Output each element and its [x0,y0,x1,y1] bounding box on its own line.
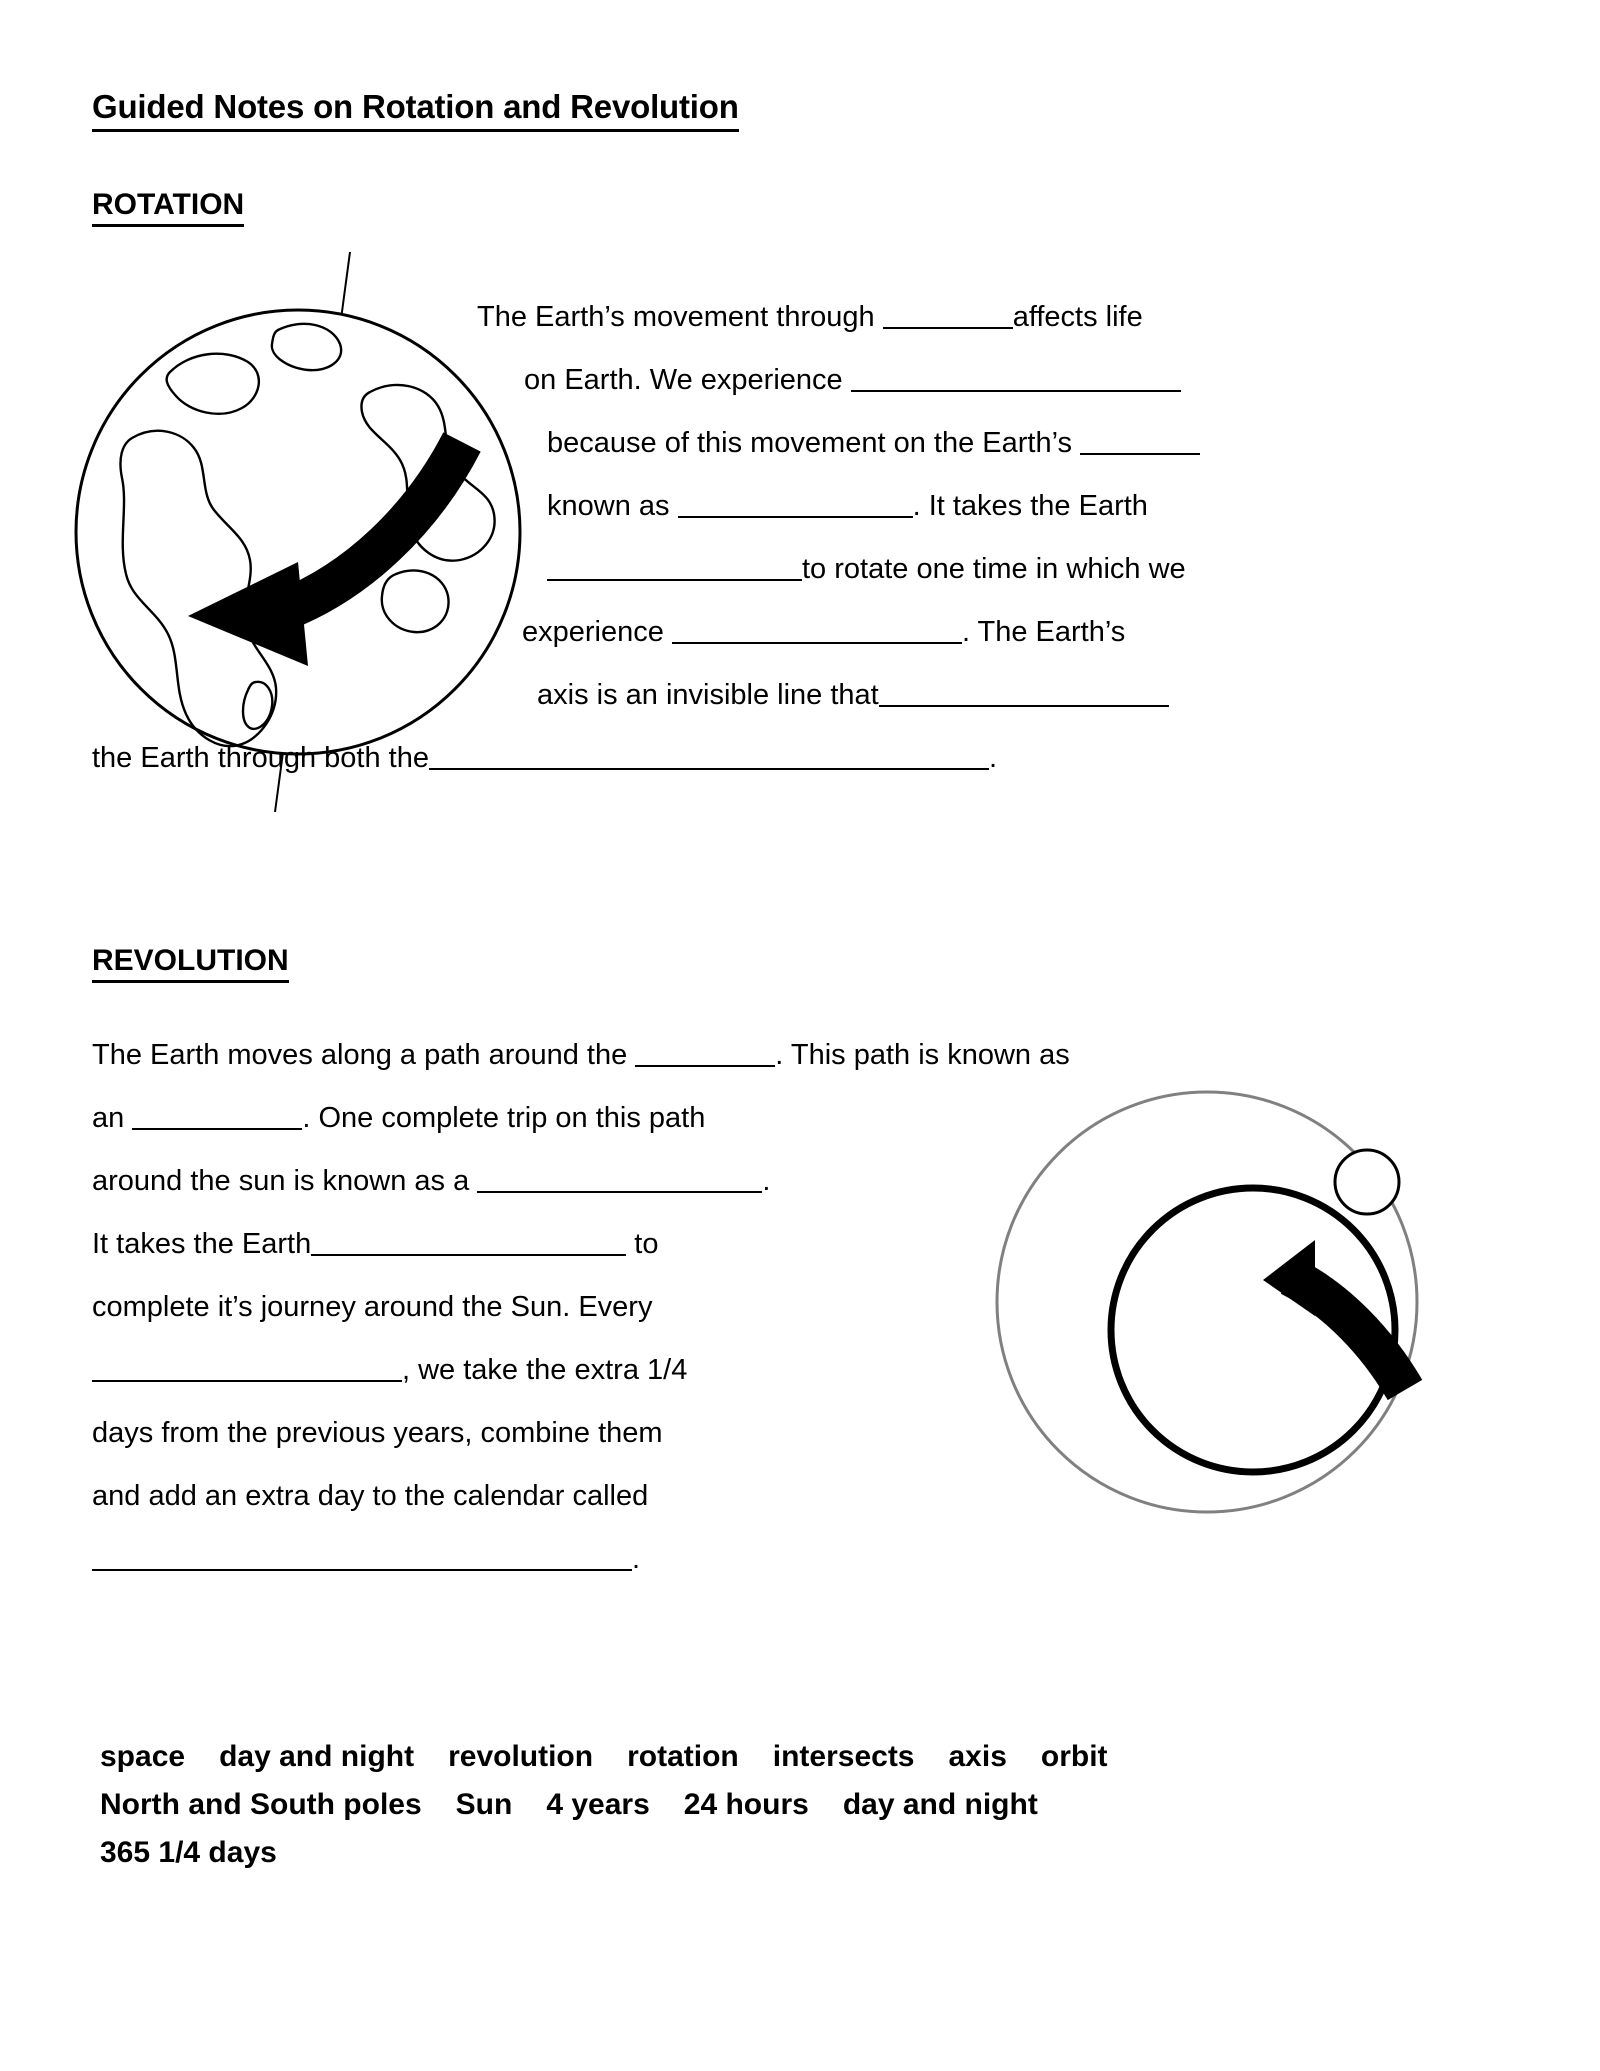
line-text: . This path is known as [775,1039,1070,1071]
fill-in-blank[interactable] [672,616,962,644]
text-line [92,1339,1512,1402]
word-bank-word[interactable]: day and night [219,1740,415,1773]
section-heading-rotation: ROTATION [92,188,244,227]
line-text: . The Earth’s [961,616,1126,648]
line-text: because of this movement on the Earth’s [547,427,1081,459]
line-text: complete it’s journey around the Sun. Every [92,1291,653,1323]
fill-in-blank[interactable] [1080,427,1200,455]
line-text: known as [547,490,678,522]
line-text: experience [522,616,672,648]
line-text: . [988,742,998,774]
word-bank-word[interactable]: axis [948,1740,1007,1773]
line-text: , we take the extra 1/4 [402,1354,688,1386]
fill-in-blank[interactable] [92,1354,402,1382]
fill-in-blank[interactable] [477,1165,762,1193]
text-line [92,538,1472,601]
line-text: on Earth. We experience [524,364,851,396]
line-text: It takes the Earth [92,1228,312,1260]
line-text: . One complete trip on this path [302,1102,706,1134]
word-bank-word[interactable]: 365 1/4 days [100,1836,277,1869]
word-bank-word[interactable]: intersects [772,1740,915,1773]
text-line [92,475,1472,538]
fill-in-blank[interactable] [678,490,913,518]
text-line [92,664,1472,727]
page-title: Guided Notes on Rotation and Revolution [92,88,739,132]
word-bank-word[interactable]: 4 years [546,1788,650,1821]
text-line [92,1087,1512,1150]
word-bank-line [100,1733,1500,1781]
word-bank-word[interactable]: Sun [455,1788,513,1821]
fill-in-blank[interactable] [132,1102,302,1130]
word-bank-line [100,1829,1500,1877]
text-line [92,1528,1512,1591]
word-bank-word[interactable]: day and night [842,1788,1038,1821]
word-bank-word[interactable]: revolution [448,1740,594,1773]
fill-in-blank[interactable] [547,553,802,581]
rotation-paragraph [92,286,1472,790]
text-line [92,1024,1512,1087]
line-text: . [632,1543,641,1575]
line-text: days from the previous years, combine them [92,1417,663,1449]
line-text: . It takes the Earth [912,490,1148,522]
line-text: the Earth through both the [92,742,429,774]
word-bank-word[interactable]: orbit [1040,1740,1108,1773]
fill-in-blank[interactable] [883,301,1013,329]
fill-in-blank[interactable] [879,679,1169,707]
section-heading-revolution: REVOLUTION [92,944,289,983]
fill-in-blank[interactable] [311,1228,626,1256]
text-line [92,1402,1512,1465]
line-text: affects life [1012,301,1143,333]
word-bank-word[interactable]: space [100,1740,186,1773]
line-text: . [762,1165,771,1197]
line-text: The Earth moves along a path around the [92,1039,636,1071]
revolution-paragraph [92,1024,1512,1591]
line-text: to [626,1228,659,1260]
fill-in-blank[interactable] [429,742,989,770]
text-line [92,727,1472,790]
line-text: around the sun is known as a [92,1165,478,1197]
text-line [92,349,1472,412]
line-text: an [92,1102,133,1134]
text-line [92,1276,1512,1339]
line-text: to rotate one time in which we [802,553,1186,585]
text-line [92,1213,1512,1276]
word-bank-word[interactable]: rotation [627,1740,739,1773]
word-bank-word[interactable]: North and South poles [100,1788,422,1821]
text-line [92,412,1472,475]
fill-in-blank[interactable] [851,364,1181,392]
text-line [92,601,1472,664]
word-bank-word[interactable]: 24 hours [683,1788,809,1821]
text-line [92,286,1472,349]
word-bank-line [100,1781,1500,1829]
text-line [92,1465,1512,1528]
fill-in-blank[interactable] [635,1039,775,1067]
word-bank [100,1733,1500,1877]
line-text: and add an extra day to the calendar called [92,1480,649,1512]
text-line [92,1150,1512,1213]
fill-in-blank[interactable] [92,1543,632,1571]
line-text: The Earth’s movement through [477,301,883,333]
line-text: axis is an invisible line that [537,679,879,711]
